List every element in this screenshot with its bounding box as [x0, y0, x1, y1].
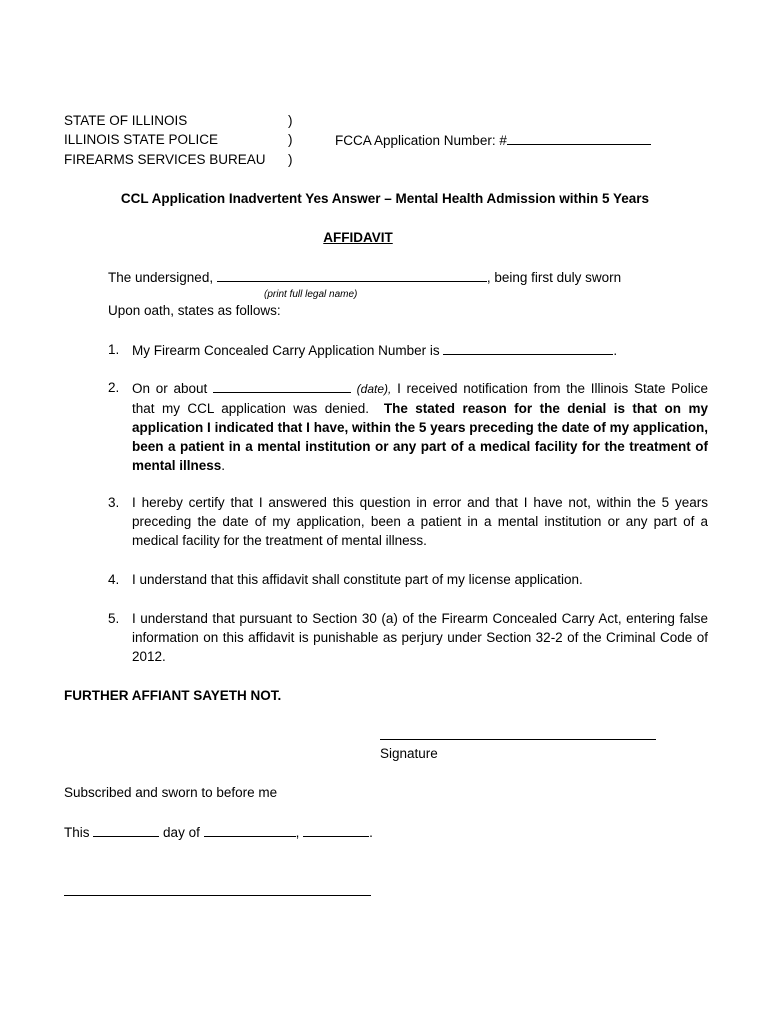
undersigned-prefix: The undersigned,: [108, 270, 214, 285]
item-2-text-b: The stated reason for the denial is that on my application I indicated that I have, within the 5 years preceding the date of my application, been a patient in a mental institution or any part of a medical facility for the treatment of mental illness: [132, 401, 708, 473]
fcca-application-number-blank[interactable]: [507, 130, 651, 145]
month-blank[interactable]: [204, 822, 296, 837]
notary-signature-line[interactable]: [64, 895, 371, 896]
item-5-number: 5.: [108, 611, 120, 626]
subscribed-sworn: Subscribed and sworn to before me: [64, 785, 278, 800]
affidavit-heading: AFFIDAVIT: [323, 230, 393, 245]
fcca-application-number: [335, 130, 651, 150]
header-paren-1: ): [288, 113, 293, 128]
item-1-end: .: [613, 343, 618, 358]
item-3-text: I hereby certify that I answered this question in error and that I have not, within the 5 years preceding the date of my application, been a patient in a mental institution or any part of a medical facility for the treatment of mental illness.: [132, 495, 708, 548]
print-full-legal-name-hint: (print full legal name): [264, 289, 358, 300]
item-3-number: 3.: [108, 495, 120, 510]
item-2-end: .: [221, 458, 226, 473]
date-blank[interactable]: [213, 378, 351, 393]
fcca-application-number-label: FCCA Application Number: #: [335, 133, 507, 148]
this-label: This: [64, 825, 90, 840]
day-of-label: day of: [163, 825, 200, 840]
item-1: [132, 340, 617, 360]
item-4-number: 4.: [108, 572, 120, 587]
comma: ,: [295, 825, 300, 840]
item-4-text: I understand that this affidavit shall constitute part of my license application.: [132, 572, 583, 587]
item-2: [132, 378, 708, 475]
header-police: ILLINOIS STATE POLICE: [64, 132, 219, 147]
header-paren-3: ): [288, 152, 293, 167]
item-2-prefix: On or about: [132, 381, 208, 396]
signature-label: Signature: [380, 746, 438, 761]
undersigned-suffix: , being first duly sworn: [486, 270, 622, 285]
header-state: STATE OF ILLINOIS: [64, 113, 188, 128]
item-2-text-a: I received notification from the Illinois State Police that my CCL application was denied.: [132, 381, 708, 416]
item-1-text: My Firearm Concealed Carry Application Number is: [132, 343, 440, 358]
document-title: CCL Application Inadvertent Yes Answer – Mental Health Admission within 5 Years: [120, 191, 650, 206]
undersigned-line: [108, 267, 621, 287]
item-2-number: 2.: [108, 380, 120, 395]
legal-name-blank[interactable]: [217, 267, 487, 282]
day-blank[interactable]: [93, 822, 159, 837]
header-paren-2: ): [288, 132, 293, 147]
year-blank[interactable]: [303, 822, 369, 837]
item-5-text: I understand that pursuant to Section 30 (a) of the Firearm Concealed Carry Act, entering false information on this affidavit is punishable as perjury under Section 32-2 of the Criminal Code of 2012.: [132, 611, 708, 664]
period: .: [369, 825, 373, 840]
signature-line[interactable]: [380, 739, 656, 740]
date-hint: (date),: [356, 382, 392, 396]
date-sworn-line: [64, 822, 373, 842]
item-1-number: 1.: [108, 342, 120, 357]
header-bureau: FIREARMS SERVICES BUREAU: [64, 152, 266, 167]
upon-oath: Upon oath, states as follows:: [108, 303, 281, 318]
application-number-blank[interactable]: [443, 340, 613, 355]
further-affiant: FURTHER AFFIANT SAYETH NOT.: [64, 688, 282, 703]
